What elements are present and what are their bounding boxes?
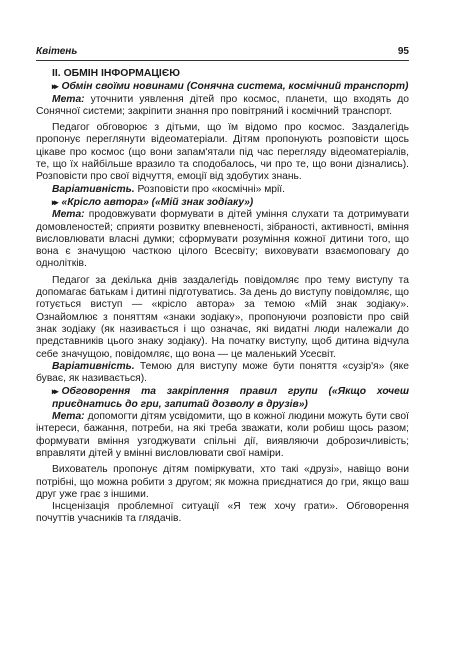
- goal-paragraph: [36, 209, 409, 270]
- goal-paragraph: [36, 94, 409, 119]
- goal-label: Мета:: [52, 93, 85, 105]
- body-paragraph: Педагог за декілька днів заздалегідь повідомляє про тему виступу та допомагає батькам і дитині підготуватись. За день до виступу повідомляє, що готується виступ — «крісло автора» за темою «Мій знак зодіаку». Ознайомлює з поняттям «знаки зодіаку», пропонуючи розповісти про свій знак зодіаку (як називається і що означає, які видатні люди належали до представників цього знаку зодіаку). На початку виступу, щоб дитина відчула себе значущою, повідомляє, що вона — це маленький Усесвіт.: [36, 274, 410, 360]
- body-paragraph: Вихователь пропонує дітям поміркувати, хто такі «друзі», навіщо вони потрібні, що можна робити з другом; як можна приєднатися до гри, якщо ваш друг уже грає з іншими.: [36, 464, 409, 500]
- section-heading: [36, 68, 409, 80]
- page-number: 95: [397, 46, 409, 57]
- goal-label: Мета:: [52, 209, 85, 221]
- section-title: ОБМІН ІНФОРМАЦІЄЮ: [63, 68, 180, 79]
- activity-heading: [36, 80, 409, 93]
- variation-text: Темою для виступу може бути поняття «сузір'я» (яке буває, як називається).: [36, 360, 409, 385]
- body-paragraph: Інсценізація проблемної ситуації «Я теж хочу грати». Обговорення почуттів учасників та глядачів.: [36, 501, 409, 525]
- goal-label: Мета:: [52, 411, 85, 423]
- body-paragraph: Педагог обговорює з дітьми, що їм відомо про космос. Заздалегідь пропонує переглянути відеоматеріали. Дітям пропонують розповісти щось цікаве про космос (що вони запам'ятали під час перегляду відеоматеріалів, те, що їх найбільше вразило та сподобалось, чи про те, що вони дізнались). Розповісти про свої відчуття, емоції від здобутих знань.: [36, 122, 409, 183]
- section-number: II.: [52, 68, 61, 79]
- goal-text: продовжувати формувати в дітей уміння слухати та дотримувати домовленостей; сприяти розвитку впевненості, зібраності, активності, вміння висловлювати власні думки; сформувати розуміння кожної дитини того, що вона є значущою часткою цілого Всесвіту; виховувати взаємоповагу до однолітків.: [36, 209, 409, 270]
- variation-label: Варіативність.: [52, 360, 135, 372]
- running-head: Квітень: [36, 46, 78, 57]
- activity-title: Обговорення та закріплення правил групи («Якщо хочеш приєднатись до гри, запитай дозволу в друзів»): [52, 386, 409, 410]
- activity-title: Обмін своїми новинами (Сонячна система, космічний транспорт): [61, 81, 409, 93]
- variation-paragraph: [36, 361, 409, 386]
- double-arrow-icon: ▸▸: [52, 196, 57, 207]
- double-arrow-icon: ▸▸: [52, 386, 57, 397]
- variation-label: Варіативність.: [52, 183, 135, 195]
- page-header: [36, 46, 409, 60]
- activity-heading: [36, 196, 409, 209]
- activity-heading: [36, 385, 409, 411]
- activity-title: «Крісло автора» («Мій знак зодіаку»): [61, 196, 254, 208]
- variation-text: Розповісти про «космічні» мрії.: [134, 183, 286, 195]
- header-rule: [36, 60, 409, 61]
- page-body: [36, 68, 409, 526]
- goal-text: уточнити уявлення дітей про космос, планети, що входять до Сонячної системи; закріпити знання про повітряний і космічний транспорт.: [36, 93, 409, 117]
- double-arrow-icon: ▸▸: [52, 81, 57, 92]
- goal-text: допомогти дітям усвідомити, що в кожної людини можуть бути свої інтереси, бажання, потреби, на які треба зважати, коли робиш щось разом; формувати вміння узгоджувати спільні дії, виявляючи доброзичливість; вправляти дітей у вмінні висловлювати свої наміри.: [36, 411, 409, 459]
- variation-paragraph: [36, 184, 409, 196]
- goal-paragraph: [36, 411, 409, 460]
